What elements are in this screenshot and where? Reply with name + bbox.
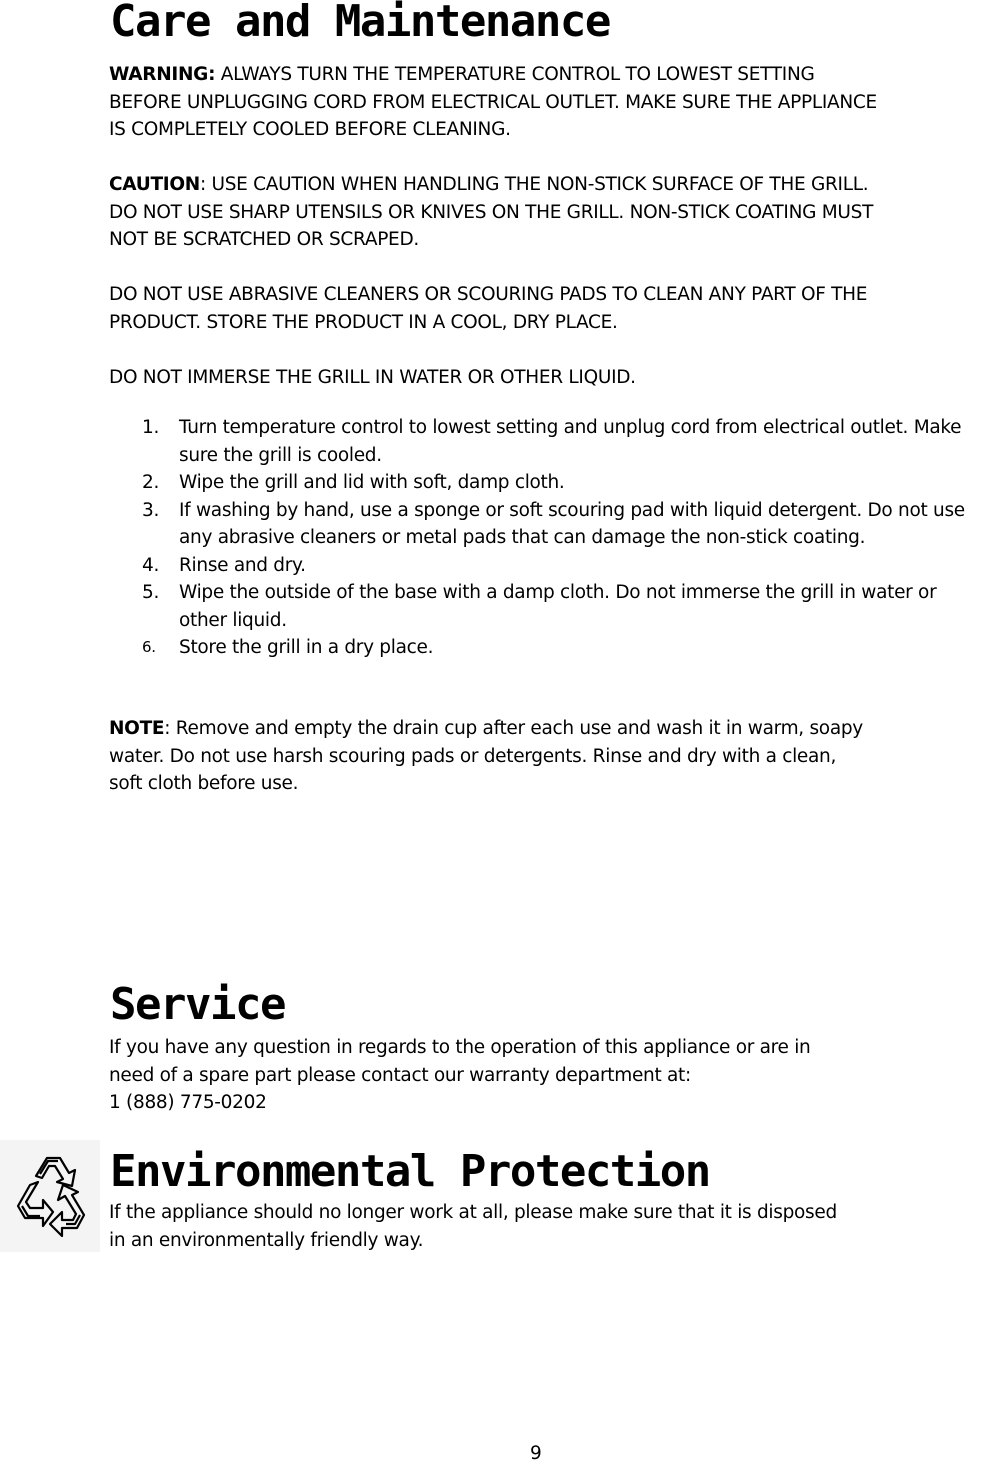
immerse-warning-paragraph: DO NOT IMMERSE THE GRILL IN WATER OR OTHER LIQUID. xyxy=(109,367,636,388)
list-item xyxy=(142,497,987,552)
list-item xyxy=(142,579,987,634)
environmental-paragraph: If the appliance should no longer work at all, please make sure that it is disposed in an environmentally friendly way. xyxy=(109,1202,837,1251)
warning-text: ALWAYS TURN THE TEMPERATURE CONTROL TO LOWEST SETTING BEFORE UNPLUGGING CORD FROM ELECTRICAL OUTLET. MAKE SURE THE APPLIANCE IS COMPLETELY COOLED BEFORE CLEANING. xyxy=(109,64,877,140)
warning-label: WARNING: xyxy=(109,64,216,85)
abrasive-cleaner-paragraph: DO NOT USE ABRASIVE CLEANERS OR SCOURING PADS TO CLEAN ANY PART OF THE PRODUCT. STORE THE PRODUCT IN A COOL, DRY PLACE. xyxy=(109,284,868,333)
page-number: 9 xyxy=(530,1443,542,1464)
recycle-icon xyxy=(0,1140,100,1252)
note-text: : Remove and empty the drain cup after each use and wash it in warm, soapy water. Do not use harsh scouring pads or detergents. Rinse and dry with a clean, soft cloth before use. xyxy=(109,718,863,794)
step-text: Wipe the outside of the base with a damp cloth. Do not immerse the grill in water or other liquid. xyxy=(179,582,937,631)
step-text: Wipe the grill and lid with soft, damp cloth. xyxy=(179,472,565,493)
caution-paragraph xyxy=(109,171,873,254)
step-text: Store the grill in a dry place. xyxy=(179,637,434,658)
caution-text: : USE CAUTION WHEN HANDLING THE NON-STICK SURFACE OF THE GRILL. DO NOT USE SHARP UTENSILS OR KNIVES ON THE GRILL. NON-STICK COATING MUST NOT BE SCRATCHED OR SCRAPED. xyxy=(109,174,874,250)
caution-label: CAUTION xyxy=(109,174,200,195)
step-number: 3. xyxy=(142,499,160,521)
service-phone: 1 (888) 775-0202 xyxy=(109,1092,267,1113)
environmental-protection-heading: Environmental Protection xyxy=(110,1146,710,1197)
step-number: 2. xyxy=(142,472,160,493)
warning-paragraph xyxy=(109,61,877,144)
note-label: NOTE xyxy=(109,718,165,739)
step-text: If washing by hand, use a sponge or soft scouring pad with liquid detergent. Do not use any abrasive cleaners or metal pads that can damage the non-stick coating. xyxy=(179,499,965,548)
note-paragraph xyxy=(109,715,863,798)
list-item xyxy=(142,634,987,662)
step-number: 5. xyxy=(142,582,160,603)
list-item xyxy=(142,469,987,497)
service-paragraph: If you have any question in regards to the operation of this appliance or are in need of a spare part please contact our warranty department at: xyxy=(109,1037,811,1086)
cleaning-steps-list xyxy=(142,414,987,662)
service-heading: Service xyxy=(110,979,285,1030)
list-item xyxy=(142,552,987,580)
list-item xyxy=(142,414,987,469)
step-number: 4. xyxy=(142,554,160,576)
step-number: 1. xyxy=(142,417,160,438)
care-maintenance-heading: Care and Maintenance xyxy=(110,0,610,47)
step-text: Turn temperature control to lowest setting and unplug cord from electrical outlet. Make sure the grill is cooled. xyxy=(179,417,962,466)
step-text: Rinse and dry. xyxy=(179,554,306,576)
step-number: 6. xyxy=(142,638,156,656)
